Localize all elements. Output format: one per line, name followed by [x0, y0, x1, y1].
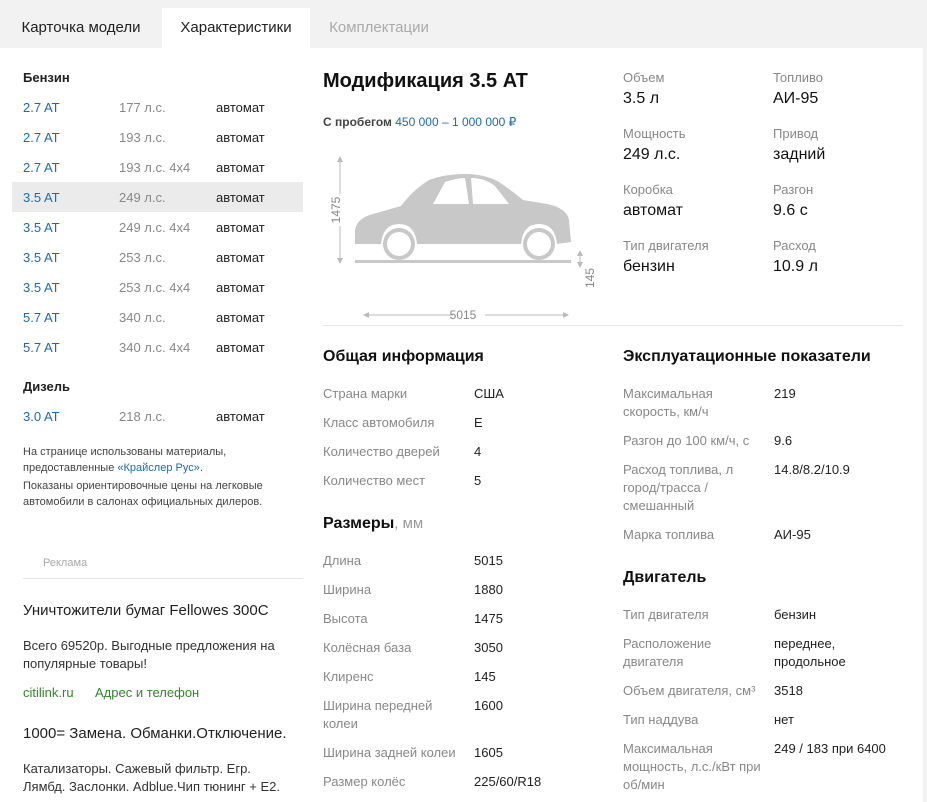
spec-volume-label: Объем — [623, 70, 665, 85]
modification-gearbox: автомат — [216, 160, 265, 175]
modification-gearbox: автомат — [216, 280, 265, 295]
engine-label: Тип двигателя — [623, 607, 709, 622]
content-panel — [0, 48, 923, 802]
engine-label: Тип наддува — [623, 712, 699, 727]
ad2-title[interactable]: 1000= Замена. Обманки.Отключение. — [23, 725, 287, 742]
dimension-value: 3050 — [474, 640, 503, 655]
engine-value: переднее, продольное — [774, 636, 846, 669]
ad1-address-link[interactable]: Адрес и телефон — [95, 685, 200, 700]
performance-value: АИ-95 — [774, 527, 811, 542]
ad-label: Реклама — [43, 557, 88, 569]
tab-trims: Комплектации — [329, 19, 429, 36]
car-dimension-diagram — [329, 148, 609, 322]
ad1-site-link[interactable]: citilink.ru — [23, 685, 74, 700]
dimensions-title-text: Размеры — [323, 515, 395, 532]
spec-drive-label: Привод — [773, 126, 819, 141]
general-label: Класс автомобиля — [323, 415, 435, 430]
modification-row[interactable] — [12, 152, 303, 182]
mileage-label: С пробегом — [323, 115, 392, 129]
mileage-price-link[interactable]: 450 000 – 1 000 000 ₽ — [395, 115, 517, 129]
modification-power: 249 л.с. 4x4 — [119, 220, 191, 235]
general-value: E — [474, 415, 483, 430]
modification-name[interactable]: 2.7 AT — [23, 160, 60, 175]
modification-name[interactable]: 3.5 AT — [23, 280, 60, 295]
tab-specifications[interactable]: Характеристики — [162, 8, 310, 48]
car-length-label: 5015 — [449, 308, 477, 322]
spec-engine-type-value: бензин — [623, 258, 675, 275]
dimension-label: Клиренс — [323, 669, 374, 684]
ad1-text: Всего 69520р. Выгодные предложения на популярные товары! — [23, 638, 275, 671]
spec-gearbox-value: автомат — [623, 202, 683, 219]
spec-fuel-label: Топливо — [773, 70, 824, 85]
dimension-label: Ширина — [323, 582, 372, 597]
spec-acceleration-label: Разгон — [773, 182, 814, 197]
modification-power: 253 л.с. 4x4 — [119, 280, 191, 295]
modification-gearbox: автомат — [216, 190, 265, 205]
modification-row[interactable] — [12, 212, 303, 242]
modification-name[interactable]: 3.5 AT — [23, 220, 60, 235]
price-note: Показаны ориентировочные цены на легковые автомобили в салонах официальных дилеров. — [23, 480, 263, 508]
dimensions-title — [323, 515, 423, 533]
modification-sidebar — [0, 48, 310, 802]
general-info-title: Общая информация — [323, 348, 484, 365]
modification-name[interactable]: 3.5 AT — [23, 250, 60, 265]
modification-row-selected[interactable] — [12, 182, 303, 212]
dimension-value: 1605 — [474, 745, 503, 760]
performance-title: Эксплуатационные показатели — [623, 348, 871, 365]
modification-name[interactable]: 5.7 AT — [23, 340, 60, 355]
performance-value: 9.6 — [774, 433, 793, 448]
ad2-text: Катализаторы. Сажевый фильтр. Егр. Лямбд. Заслонки. Adblue.Чип тюнинг + Е2. — [23, 761, 280, 794]
modification-gearbox: автомат — [216, 409, 265, 424]
performance-label: Разгон до 100 км/ч, с — [623, 433, 750, 448]
engine-label: Максимальная мощность, л.с./кВт при об/мин — [623, 741, 761, 792]
modification-gearbox: автомат — [216, 130, 265, 145]
spec-volume-value: 3.5 л — [623, 90, 660, 107]
car-height-label: 1475 — [329, 196, 343, 224]
source-note — [23, 445, 263, 476]
spec-engine-type-label: Тип двигателя — [623, 238, 709, 253]
dimension-label: Ширина задней колеи — [323, 745, 456, 760]
source-note-text: На странице использованы материалы, предоставленные — [23, 446, 227, 474]
dimension-label: Размер колёс — [323, 774, 406, 789]
modification-name[interactable]: 2.7 AT — [23, 130, 60, 145]
modification-power: 253 л.с. — [119, 250, 166, 265]
general-value: 5 — [474, 473, 482, 488]
modification-name[interactable]: 3.5 AT — [23, 190, 60, 205]
modification-power: 177 л.с. — [119, 100, 166, 115]
dimension-label: Высота — [323, 611, 368, 626]
spec-power-value: 249 л.с. — [623, 146, 681, 163]
dimensions-unit: , мм — [394, 515, 424, 532]
modification-power: 340 л.с. — [119, 310, 166, 325]
spec-power-label: Мощность — [623, 126, 686, 141]
modification-row[interactable] — [12, 92, 303, 122]
performance-value: 14.8/8.2/10.9 — [774, 462, 850, 477]
modification-power: 340 л.с. 4x4 — [119, 340, 191, 355]
general-label: Количество мест — [323, 473, 426, 488]
dimension-value: 1600 — [474, 698, 503, 713]
dimension-label: Колёсная база — [323, 640, 412, 655]
dimension-value: 1880 — [474, 582, 503, 597]
source-link[interactable]: «Крайслер Рус» — [117, 461, 200, 474]
modification-row[interactable] — [12, 401, 303, 431]
modification-name[interactable]: 5.7 AT — [23, 310, 60, 325]
tab-bar — [0, 0, 927, 48]
modification-gearbox: автомат — [216, 220, 265, 235]
car-clearance-label: 145 — [583, 267, 597, 289]
modification-name[interactable]: 2.7 AT — [23, 100, 60, 115]
engine-label: Объем двигателя, см³ — [623, 683, 756, 698]
performance-value: 219 — [774, 386, 796, 401]
modification-row[interactable] — [12, 122, 303, 152]
dimension-value: 145 — [474, 669, 496, 684]
modification-power: 193 л.с. — [119, 130, 166, 145]
spec-acceleration-value: 9.6 с — [773, 202, 808, 219]
ad1-title[interactable]: Уничтожители бумаг Fellowes 300C — [23, 602, 269, 619]
spec-gearbox-label: Коробка — [623, 182, 673, 197]
modification-row[interactable] — [12, 242, 303, 272]
diesel-section-title: Дизель — [23, 379, 71, 394]
performance-label: Расход топлива, л город/трасса /смешанный — [623, 462, 734, 513]
engine-value: 3518 — [774, 683, 803, 698]
engine-value: нет — [774, 712, 794, 727]
dimension-label: Длина — [323, 553, 362, 568]
engine-value: бензин — [774, 607, 817, 622]
mileage-price — [323, 115, 516, 129]
engine-title: Двигатель — [623, 569, 707, 586]
modification-row[interactable] — [12, 302, 303, 332]
dimension-label: Ширина передней колеи — [323, 698, 433, 731]
tab-model-card[interactable]: Карточка модели — [21, 19, 141, 36]
dimension-value: 225/60/R18 — [474, 774, 542, 789]
performance-label: Марка топлива — [623, 527, 715, 542]
source-note-end: . — [199, 461, 203, 474]
spec-consumption-value: 10.9 л — [773, 258, 818, 275]
general-value: США — [474, 386, 504, 401]
modification-row[interactable] — [12, 332, 303, 362]
modification-power: 193 л.с. 4x4 — [119, 160, 191, 175]
modification-name[interactable]: 3.0 AT — [23, 409, 60, 424]
ad-divider — [23, 578, 303, 579]
dimension-value: 5015 — [474, 553, 503, 568]
general-label: Страна марки — [323, 386, 408, 401]
modification-title: Модификация 3.5 AT — [323, 70, 528, 92]
modification-power: 218 л.с. — [119, 409, 166, 424]
performance-label: Максимальная скорость, км/ч — [623, 386, 713, 419]
modification-gearbox: автомат — [216, 100, 265, 115]
spec-fuel-value: АИ-95 — [773, 90, 819, 107]
spec-consumption-label: Расход — [773, 238, 816, 253]
modification-gearbox: автомат — [216, 250, 265, 265]
general-label: Количество дверей — [323, 444, 440, 459]
section-divider — [323, 325, 903, 326]
modification-row[interactable] — [12, 272, 303, 302]
general-value: 4 — [474, 444, 482, 459]
spec-drive-value: задний — [773, 146, 826, 163]
modification-gearbox: автомат — [216, 310, 265, 325]
engine-value: 249 / 183 при 6400 — [774, 741, 886, 756]
engine-label: Расположение двигателя — [623, 636, 712, 669]
petrol-section-title: Бензин — [23, 70, 70, 85]
modification-gearbox: автомат — [216, 340, 265, 355]
modification-power: 249 л.с. — [119, 190, 166, 205]
dimension-value: 1475 — [474, 611, 503, 626]
